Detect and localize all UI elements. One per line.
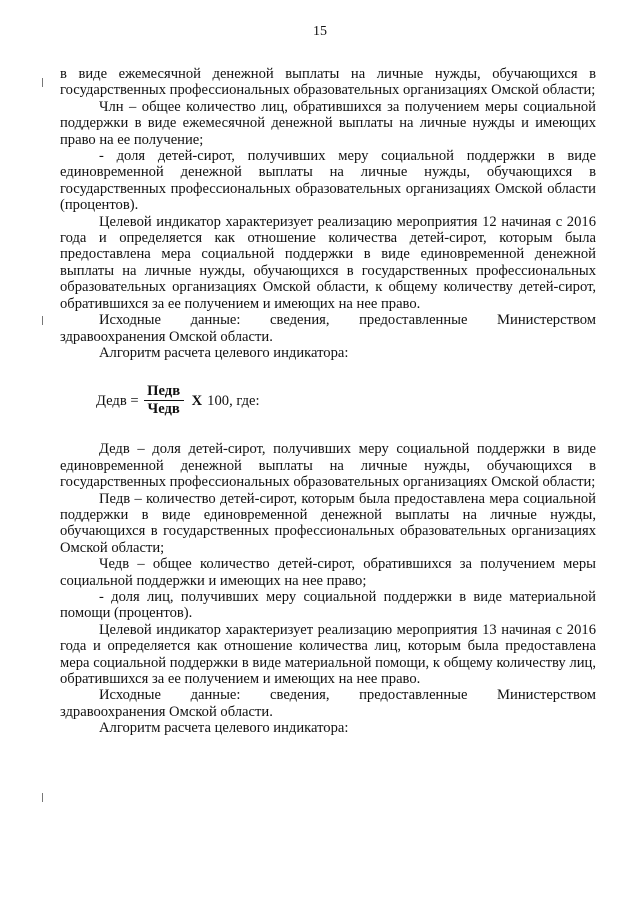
paragraph: Целевой индикатор характеризует реализацию мероприятия 13 начиная с 2016 года и определяется как отношение количества лиц, которым была предоставлена мера социальной поддержки в виде материальной помощи, к общему количеству лиц, обратившихся за ее получением и имеющих на нее право.	[60, 621, 596, 687]
margin-mark	[42, 793, 43, 802]
paragraph: Исходные данные: сведения, предоставленные Министерством здравоохранения Омской области.	[60, 687, 596, 720]
paragraph: Исходные данные: сведения, предоставленные Министерством здравоохранения Омской области.	[60, 312, 596, 345]
paragraph: Целевой индикатор характеризует реализацию мероприятия 12 начиная с 2016 года и определяется как отношение количества детей-сирот, которым была предоставлена мера социальной поддержки в виде единовременной денежной выплаты на личные нужды, обучающихся в государственных профессиональных образовательных организациях Омской области, к общему количеству детей-сирот, обратившихся за ее получением и имеющих на нее право.	[60, 213, 596, 312]
document-body	[60, 66, 596, 737]
paragraph: Чедв – общее количество детей-сирот, обратившихся за получением меры социальной поддержки и имеющих на нее право;	[60, 556, 596, 589]
page-number: 15	[313, 24, 327, 39]
formula-block	[60, 361, 596, 441]
formula-rhs: 100, где:	[207, 392, 260, 409]
margin-mark	[42, 316, 43, 325]
formula-operator: Х	[191, 392, 203, 409]
paragraph: Дедв – доля детей-сирот, получивших меру социальной поддержки в виде единовременной денежной выплаты на личные нужды, обучающихся в государственных профессиональных образовательных организациях Омской области;	[60, 441, 596, 491]
paragraph: Члн – общее количество лиц, обратившихся за получением меры социальной поддержки в виде ежемесячной денежной выплаты на личные нужды и имеющих право на ее получение;	[60, 98, 596, 148]
paragraph: Алгоритм расчета целевого индикатора:	[99, 720, 349, 737]
paragraph: - доля лиц, получивших меру социальной поддержки в виде материальной помощи (процентов).	[60, 588, 596, 622]
paragraph: в виде ежемесячной денежной выплаты на личные нужды, обучающихся в государственных профессиональных образовательных организациях Омской области;	[60, 66, 596, 99]
margin-mark	[42, 78, 43, 87]
paragraph: - доля детей-сирот, получивших меру социальной поддержки в виде единовременной денежной выплаты на личные нужды, обучающихся в государственных профессиональных образовательных организациях Омской области (процентов).	[60, 148, 596, 214]
formula-numerator: Педв	[147, 383, 181, 400]
formula-denominator: Чедв	[147, 401, 180, 418]
formula	[96, 383, 260, 418]
formula-fraction	[144, 383, 184, 418]
formula-lhs: Дедв =	[96, 392, 139, 409]
paragraph: Педв – количество детей-сирот, которым была предоставлена мера социальной поддержки в виде единовременной денежной выплаты на личные нужды, обучающихся в государственных профессиональных образовательных организациях Омской области;	[60, 490, 596, 556]
paragraph: Алгоритм расчета целевого индикатора:	[99, 344, 349, 361]
